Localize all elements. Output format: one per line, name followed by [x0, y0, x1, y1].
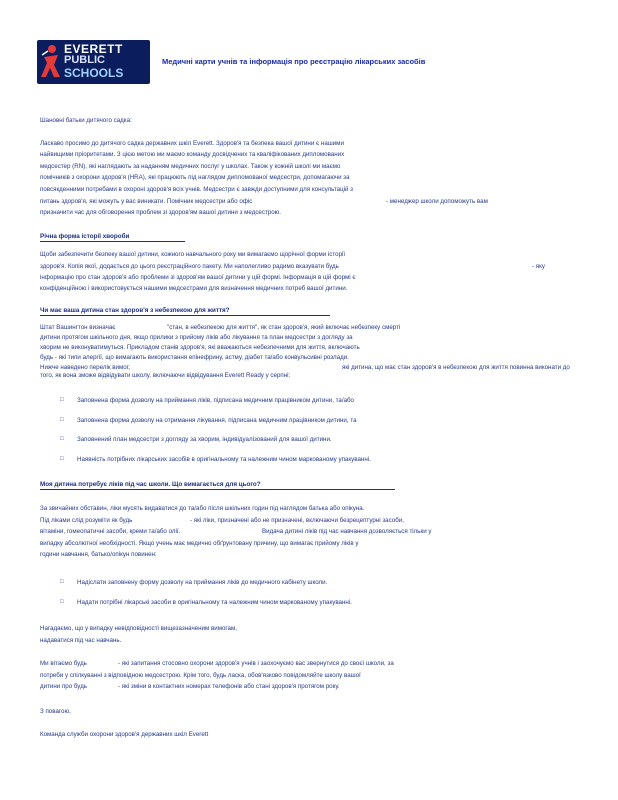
requirement-item: Заповнена форма дозволу на приймання ліків, підписана медичним працівником дитини, та/або [77, 397, 354, 404]
intro-line: питань здоров'я, які можуть у вас виникати. Помічник медсестри або офіс [40, 198, 253, 205]
section2-line: хворим не виконуватимуться. Прикладом станів здоров'я, які вважаються небезпечними для життя, включають [40, 344, 360, 351]
closing-line: Ми вітаємо будь [40, 660, 87, 667]
bullet-marker: □ [60, 397, 64, 403]
bullet-marker: □ [60, 579, 64, 585]
logo-text-public: PUBLIC [64, 54, 105, 66]
greeting: Шановні батьки дитячого садка: [40, 117, 132, 124]
section2-line: того, як вона зможе відвідувати школу, включаючи відвідування Everett Ready у серпні: [40, 372, 291, 379]
logo-text-schools: SCHOOLS [64, 66, 124, 80]
section1-line-tail: - яку [532, 263, 546, 270]
closing-line: потреби у спілкуванні з відповідною медсестрою. Крім того, будь ласка, обов'язково повідомляйте школу вашої [40, 672, 361, 679]
section3-line: випадку абсолютної необхідності. Якщо учень має медично обґрунтовану причину, що вимагає прийому ліків у [40, 540, 359, 547]
closing-line: - які запитання стосовно охорони здоров'я учнів і заохочуємо вас звернутися до своєї школи, за [118, 660, 394, 667]
requirement-item: Наявність потрібних лікарських засобів в оригінальному та належним чином маркованому упакуванні. [77, 456, 371, 463]
parent-action-item: Надіслати заповнену форму дозволу на приймання ліків до медичного кабінету школи. [77, 579, 328, 586]
section2-line: які дитина, що має стан здоров'я в небезпекою для життя повинна виконати до [342, 364, 570, 371]
intro-line: медсестер (RN), які наглядають за наданням медичних послуг у школах. Також у кожній школі ми маємо [40, 163, 341, 170]
closing-line: дитини про будь [40, 683, 88, 690]
parent-action-item: Надати потрібні лікарські засоби в оригінальному та належним чином маркованому упакуванні. [77, 599, 352, 606]
requirement-item: Заповнений план медсестри з догляду за хворим, індивідуалізований для вашої дитини. [77, 436, 332, 443]
section3-line: вітаміни, гомеопатичні засоби, креми та/або олії. [40, 528, 181, 535]
section2-line: Нижче наведено перелік вимог, [40, 364, 130, 371]
intro-line: Ласкаво просимо до дитячого садка державних шкіл Everett. Здоров'я та безпека вашої дитини є нашими [40, 140, 344, 147]
bullet-marker: □ [60, 456, 64, 462]
section3-line-tail: - які ліки, призначені або не призначені, включаючи безрецептурні засоби, [190, 517, 404, 524]
closing-line: - які зміни в контактних номерах телефонів або стані здоров'я протягом року. [118, 683, 340, 690]
logo-text-everett: EVERETT [64, 42, 123, 56]
intro-line: найвищими пріоритетами. З цією метою ми маємо команду досвідчених та кваліфікованих дипломованих [40, 151, 345, 158]
heading-underline [40, 489, 395, 490]
section2-line: дитини протягом шкільного дня, якщо прилики з прийому ліків або лікування та план медсестри з догляду за [40, 334, 353, 341]
reminder-line: надаватися під час навчань. [40, 637, 122, 644]
section-heading-medication: Моя дитина потребує ліків під час школи. Що вимагається для цього? [40, 481, 261, 488]
document-title: Медичні карти учнів та інформація про реєстрацію лікарських засобів [162, 57, 426, 66]
section1-line: Щоби забезпечити безпеку вашої дитини, кожного навчального року ми вимагаємо щорічної форми історії [40, 251, 346, 258]
bullet-marker: □ [60, 436, 64, 442]
section2-line: Штат Вашингтон визначає [40, 324, 116, 331]
intro-line: призначити час для обговорення проблем зі здоров'ям вашої дитини з медсестрою. [40, 209, 282, 216]
section-heading-health-history: Річна форма історії хвороби [40, 233, 130, 240]
section3-line: години навчання, батько/опікун повинен: [40, 551, 157, 558]
section1-line: конфіденційною і використовується нашими медсестрами для визначення медичних потреб вашої дитини. [40, 285, 348, 292]
section3-line-tail: Видача дитині ліків під час навчання дозволяється тільки у [262, 528, 432, 535]
intro-line: повсякденними потребами в охороні здоров'я всіх учнів. Медсестри є завжди доступними для консультацій з [40, 186, 354, 193]
signature: Команда служби охорони здоров'я державних шкіл Everett [40, 731, 209, 738]
signoff: З повагою, [40, 708, 71, 715]
everett-public-schools-logo [37, 40, 150, 84]
intro-line-tail: - менеджер школи допоможуть вам [386, 198, 488, 205]
reminder-line: Нагадаємо, що у випадку невідповідності вищезазначеним вимогам, [40, 625, 237, 632]
section1-line: здоров'я. Копія якої, додається до цього реєстраційного пакету. Ми наполегливо радимо вказувати будь [40, 263, 339, 270]
runner-figure-icon [40, 43, 62, 81]
bullet-marker: □ [60, 599, 64, 605]
requirement-item: Заповнена форма дозволу на отримання лікування, підписана медичним працівником дитини, та [77, 417, 357, 424]
section3-line: За звичайних обставин, ліки мусять видаватися до та/або після шкільних годин під наглядом батька або опікуна. [40, 505, 365, 512]
heading-underline [40, 315, 330, 316]
section-heading-life-threatening: Чи має ваша дитина стан здоров'я з небезпекою для життя? [40, 307, 230, 314]
section2-line: будь - які типи алергії, що вимагають використання епінефрину, астму, діабет та/або конвульсивні розлади. [40, 354, 349, 361]
section1-line: інформацію про стан здоров'я або проблеми зі здоров'ям вашої дитини у цій формі. Інформація в цій формі є [40, 274, 356, 281]
section3-line: Під ліками слід розуміти як будь [40, 517, 133, 524]
bullet-marker: □ [60, 417, 64, 423]
section2-line: "стан, в небезпекою для життя", як стан здоров'я, який включає небезпеку смерті [167, 324, 401, 331]
heading-underline [40, 241, 185, 242]
intro-line: помічників з охорони здоров'я (HRA), які працюють під наглядом дипломованої медсестри, допомагаючи за [40, 174, 350, 181]
